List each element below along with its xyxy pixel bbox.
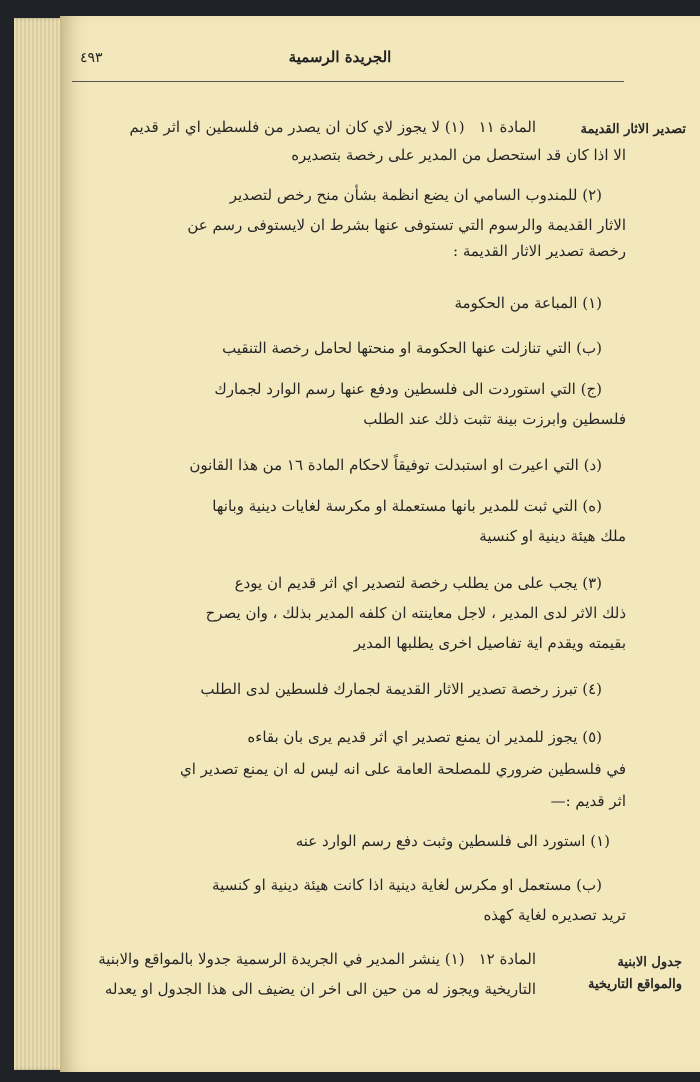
article-11-para-1 xyxy=(129,114,536,140)
article-11-para-5-item-1 xyxy=(286,828,626,854)
para-line: الاثار القديمة والرسوم التي تستوفى عنها بشرط ان لايستوفى رسم عن xyxy=(187,216,626,234)
gazette-title: الجريدة الرسمية xyxy=(288,48,392,66)
marginal-note-monuments-schedule xyxy=(562,952,682,996)
marginal-note-text: تصدير الاثار القديمة xyxy=(580,122,686,137)
list-item: (١) المباعة من الحكومة xyxy=(454,294,602,312)
article-11-para-5-item-b xyxy=(194,872,626,928)
article-11-para-3 xyxy=(194,570,626,656)
para-line: (٥) يجوز للمدير ان يمنع تصدير اي اثر قديم يرى بان بقاءه xyxy=(247,728,602,746)
article-11-para-1-cont xyxy=(194,142,626,168)
marginal-note-antiquities-export xyxy=(536,118,686,142)
article-11-item-d xyxy=(189,452,626,478)
list-item: تريد تصديره لغاية كهذه xyxy=(483,906,626,924)
para-line: الا اذا كان قد استحصل من المدير على رخصة بتصديره xyxy=(291,146,626,164)
page-number: ٤٩٣ xyxy=(80,50,103,66)
list-item: ملك هيئة دينية او كنسية xyxy=(479,527,626,545)
article-11-item-1 xyxy=(194,290,626,316)
article-11-label: المادة ١١ xyxy=(478,118,536,136)
para-line: المادة ١١(١) لا يجوز لاي كان ان يصدر من فلسطين اي اثر قديم xyxy=(129,118,536,136)
para-line: رخصة تصدير الاثار القديمة : xyxy=(453,242,626,260)
list-item: (١) استورد الى فلسطين وثبت دفع رسم الوارد عنه xyxy=(295,832,610,850)
list-item: (ب) مستعمل او مكرس لغاية دينية اذا كانت هيئة دينية او كنسية xyxy=(212,876,602,894)
article-11-item-b xyxy=(194,335,626,361)
list-item: فلسطين وابرزت بينة تثبت ذلك عند الطلب xyxy=(363,410,626,428)
article-11-item-h xyxy=(194,493,626,549)
para-line: (٤) تبرز رخصة تصدير الاثار القديمة لجمارك فلسطين لدى الطلب xyxy=(200,680,602,698)
book-page-edges xyxy=(14,18,66,1070)
para-line: اثر قديم :— xyxy=(550,792,626,810)
header-rule xyxy=(72,81,624,82)
para-line: (٢) للمندوب السامي ان يضع انظمة بشأن منح رخص لتصدير xyxy=(229,186,602,204)
list-item: (ج) التي استوردت الى فلسطين ودفع عنها رسم الوارد لجمارك xyxy=(214,380,602,398)
para-line: التاريخية ويجوز له من حين الى اخر ان يضيف الى هذا الجدول او يعدله xyxy=(104,980,536,998)
article-11-para-2 xyxy=(187,182,626,264)
marginal-note-text: والمواقع التاريخية xyxy=(588,977,682,992)
para-line: (٣) يجب على من يطلب رخصة لتصدير اي اثر قديم ان يودع xyxy=(234,574,602,592)
list-item: (ب) التي تنازلت عنها الحكومة او منحتها لحامل رخصة التنقيب xyxy=(222,339,602,357)
article-11-para-4 xyxy=(194,676,626,702)
article-12 xyxy=(98,946,536,1002)
marginal-note-text: جدول الابنية xyxy=(617,955,682,970)
list-item: (د) التي اعيرت او استبدلت توفيقاً لاحكام المادة ١٦ من هذا القانون xyxy=(189,456,602,474)
para-line: المادة ١٢(١) ينشر المدير في الجريدة الرسمية جدولا بالمواقع والابنية xyxy=(98,950,536,968)
article-11-item-j xyxy=(194,376,626,432)
para-line: بقيمته ويقدم اية تفاصيل اخرى يطلبها المدير xyxy=(353,634,626,652)
list-item: (ه) التي ثبت للمدير بانها مستعملة او مكرسة لغايات دينية وبانها xyxy=(212,497,602,515)
article-12-label: المادة ١٢ xyxy=(478,950,536,968)
para-line: في فلسطين ضروري للمصلحة العامة على انه ليس له ان يمنع تصدير اي xyxy=(179,760,626,778)
para-line: ذلك الاثر لدى المدير ، لاجل معاينته ان كلفه المدير بذلك ، وان يصرح xyxy=(205,604,626,622)
article-11-para-5 xyxy=(179,724,626,814)
